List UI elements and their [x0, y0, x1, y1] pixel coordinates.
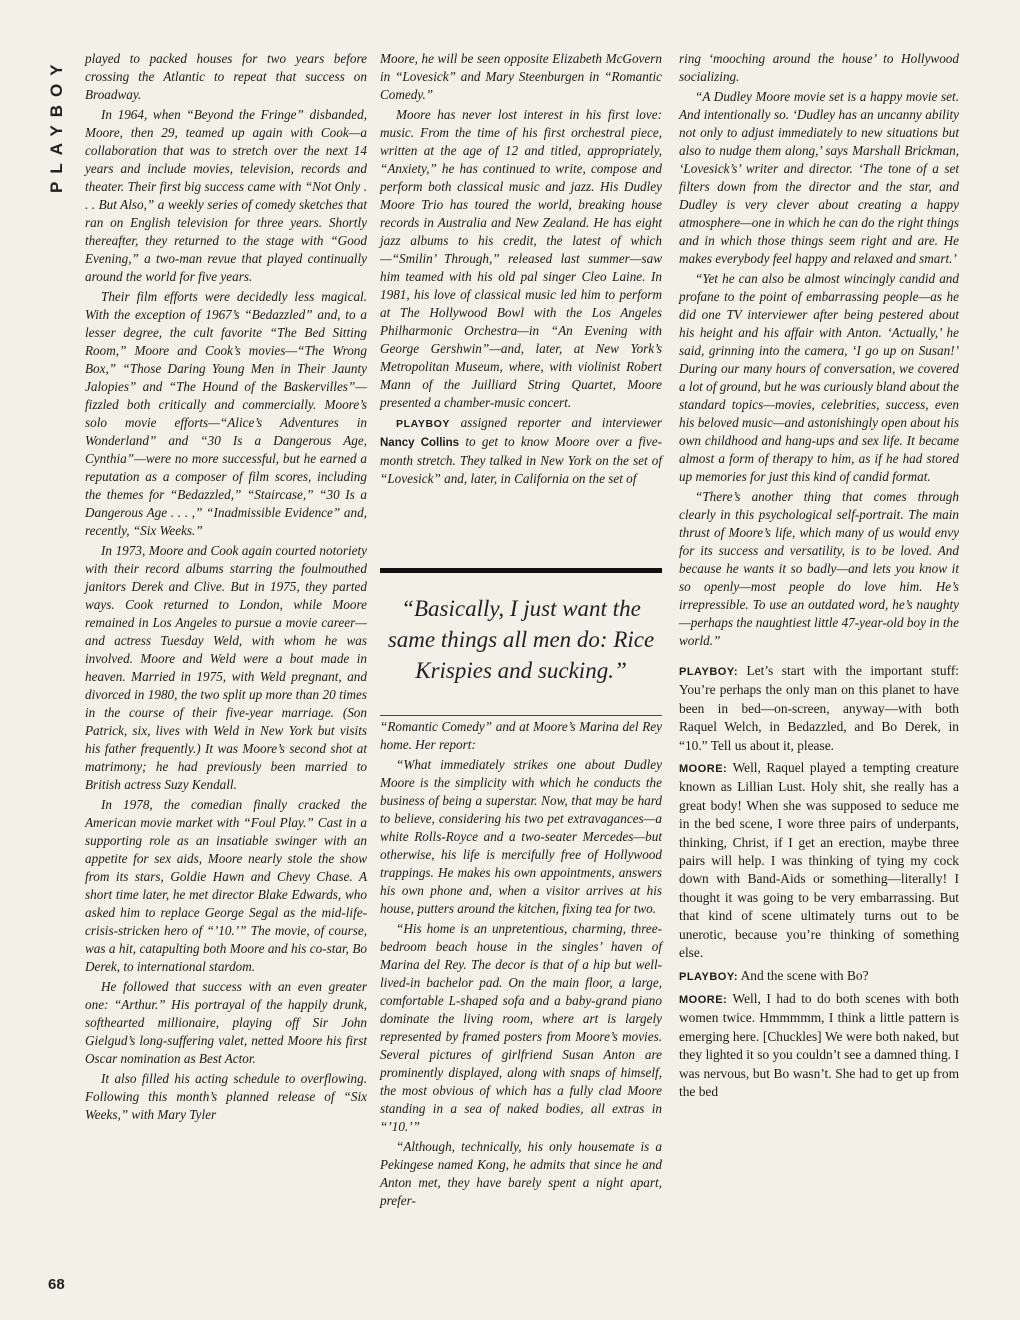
paragraph: Moore, he will be seen opposite Elizabeth McGovern in “Lovesick” and Mary Steenburgen in “Romantic Comedy.” [380, 51, 662, 102]
column-2-top [380, 50, 662, 490]
paragraph: In 1978, the comedian finally cracked the American movie market with “Foul Play.” Cast in a supporting role as an insatiable swinger with an appetite for sex aids, Moore nearly stole the show from its stars, Goldie Hawn and Chevy Chase. A short time later, he met director Blake Edwards, who asked him to replace George Segal as the mid-life-crisis-stricken hero of “’10.’” The movie, of course, was a hit, catapulting both Moore and his co-star, Bo Derek, to international stardom. [85, 797, 367, 974]
page-number: 68 [48, 1276, 65, 1293]
paragraph: “His home is an unpretentious, charming, three-bedroom beach house in the singles’ haven of Marina del Rey. The decor is that of a hip but well-lived-in bachelor pad. On the main floor, a large, comfortable L-shaped sofa and a baby-grand piano dominate the living room, where art is largely represented by framed posters from Moore’s movies. Several pictures of girlfriend Susan Anton are prominently displayed, along with snaps of himself, the most obvious of which has a fully clad Moore standing in a sea of naked bodies, all extras in “’10.’” [380, 921, 662, 1134]
assignment-text: to get to know Moore over a five-month stretch. They talked in New York on the set of “Lovesick” and, later, in California on the set of [380, 434, 662, 486]
magazine-name: PLAYBOY [396, 418, 450, 430]
magazine-masthead: PLAYBOY [47, 56, 66, 194]
paragraph: ring ‘mooching around the house’ to Hollywood socializing. [679, 51, 959, 84]
speaker-label: PLAYBOY: [679, 666, 739, 678]
interview-text: Well, Raquel played a tempting creature known as Lillian Lust. Holy shit, she really has a great body! When she was supposed to seduce me in the bed scene, I wore three pairs of underpants, thinking, Christ, if I get an erection, maybe three pairs will help. I was thinking of tying my cock down with Band-Aids or something—literally! I thought it was going to be very embarrassing. But that kind of scene ultimately turns out to be unerotic, because you’re thinking of something else. [679, 760, 959, 961]
pull-quote: “Basically, I just want the same things all men do: Rice Krispies and sucking.” [387, 596, 655, 683]
paragraph: Their film efforts were decidedly less magical. With the exception of 1967’s “Bedazzled” and, to a lesser degree, the cult favorite “The Bed Sitting Room,” Moore and Cook’s movies—“The Wrong Box,” “Those Daring Young Men in Their Jaunty Jalopies” and “The Hound of the Baskervilles”—fizzled both critically and commercially. Moore’s solo movie efforts—“Alice’s Adventures in Wonderland” and “30 Is a Dangerous Age, Cynthia”—were no more successful, but he earned a reputation as a composer of film scores, including the themes for “Bedazzled,” “Staircase,” “30 Is a Dangerous Age . . . ,” “Inadmissible Evidence” and, recently, “Six Weeks.” [85, 289, 367, 538]
column-3 [679, 50, 959, 1105]
pull-quote-box [380, 568, 662, 716]
column-2-bottom [380, 718, 662, 1212]
paragraph: “Yet he can also be almost wincingly candid and profane to the point of embarrassing people—as he did one TV interviewer after being pestered about his height and his affair with Anton. ‘Actually,’ he said, grinning into the camera, ‘I go up on Susan!’ During our many hours of conversation, we covered a lot of ground, but he was curiously bland about the standard topics—movies, celebrities, success, even his beloved music—and astonishingly open about his own childhood and hang-ups and sex life. It became almost a form of therapy to him, as if he had stored up memories for just this kind of candid format. [679, 271, 959, 484]
interview-text: Let’s start with the important stuff: You’re perhaps the only man on this planet to have been in bed—on-screen, anyway—with both Raquel Welch, in Bedazzled, and Bo Derek, in “10.” Tell us about it, please. [679, 663, 959, 753]
assignment-text: assigned reporter and interviewer [450, 415, 662, 430]
paragraph: In 1973, Moore and Cook again courted notoriety with their record albums starring the foulmouthed janitors Derek and Clive. But in 1975, they parted ways. Cook returned to London, while Moore remained in Los Angeles to pursue a movie career—and actress Tuesday Weld, with whom he was involved. Moore and Weld were a bout made in heaven. Married in 1975, with Weld pregnant, and divorced in 1980, the two split up more than 20 times in the course of their five-year marriage. (Son Patrick, six, lives with Weld in New York but visits his father frequently.) It was Moore’s second shot at matrimony; he had previously been married to British actress Suzy Kendall. [85, 543, 367, 792]
paragraph: “What immediately strikes one about Dudley Moore is the simplicity with which he conducts the business of being a superstar. Now, that may be hard to believe, considering his two pet extravagances—a white Rolls-Royce and a two-seater Mercedes—but otherwise, his life is mercifully free of Hollywood trappings. He makes his own appointments, answers his own phone and, when a visitor arrives at his house, putters around the kitchen, fixing tea for two. [380, 757, 662, 916]
paragraph: “There’s another thing that comes through clearly in this psychological self-portrait. The main thrust of Moore’s life, which many of us would envy for its success and versatility, is to be loved. And because he wants it so badly—and lets you know it so openly—most people do love him. He’s irrepressible. To use an outdated word, he’s naughty—perhaps the naughtiest little 47-year-old boy in the world.” [679, 489, 959, 648]
speaker-label: PLAYBOY: [679, 970, 739, 983]
paragraph: It also filled his acting schedule to overflowing. Following this month’s planned release of “Six Weeks,” with Mary Tyler [85, 1071, 367, 1122]
paragraph: Moore has never lost interest in his first love: music. From the time of his first orchestral piece, written at the age of 12 and titled, appropriately, “Anxiety,” he has continued to write, compose and perform both classical music and jazz. His Dudley Moore Trio has toured the world, breaking house records in Australia and New Zealand. He has eight jazz albums to his credit, the latest of which—“Smilin’ Through,” released last summer—saw him teamed with his old pal singer Cleo Laine. In 1981, his love of classical music led him to perform at The Hollywood Bowl with the Los Angeles Philharmonic Orchestra—in “An Evening with George Gershwin”—and, later, at New York’s Metropolitan Museum, where, with violinist Robert Mann of the Juilliard String Quartet, Moore presented a chamber-music concert. [380, 107, 662, 410]
interview-exchange [679, 759, 959, 962]
paragraph: “Although, technically, his only housemate is a Pekingese named Kong, he admits that since he and Anton met, they have barely spent a night apart, prefer- [380, 1139, 662, 1208]
speaker-label: MOORE: [679, 763, 728, 776]
paragraph: “Romantic Comedy” and at Moore’s Marina del Rey home. Her report: [380, 719, 662, 752]
pull-quote-rule [380, 715, 662, 716]
interview-text: Well, I had to do both scenes with both women twice. Hmmmmm, I think a little pattern is emerging here. [Chuckles] We were both naked, but they lighted it so you couldn’t see a damned thing. I was nervous, but Bo wasn’t. She had to get up from the bed [679, 990, 959, 1099]
assignment-paragraph [380, 414, 662, 488]
interview-exchange [679, 662, 959, 755]
interview-exchange [679, 990, 959, 1101]
column-1 [85, 50, 367, 1126]
speaker-label: MOORE: [679, 993, 728, 1006]
interview-text: And the scene with Bo? [738, 967, 869, 983]
paragraph: played to packed houses for two years before crossing the Atlantic to repeat that success on Broadway. [85, 51, 367, 102]
paragraph: In 1964, when “Beyond the Fringe” disbanded, Moore, then 29, teamed up again with Cook—a collaboration that was to stretch over the next 14 years and include movies, television, records and theater. Their first big success came with “Not Only . . . But Also,” a weekly series of comedy sketches that ran on English television for three years. Shortly thereafter, they returned to the stage with “Good Evening,” a two-man revue that played continually around the world for five years. [85, 107, 367, 284]
paragraph: “A Dudley Moore movie set is a happy movie set. And intentionally so. ‘Dudley has an uncanny ability not only to adjust immediately to new situations but also to nudge them along,’ says Marshall Brickman, ‘Lovesick’s’ writer and director. ‘The tone of a set filters down from the director and the star, and Dudley is very clever about creating a happy atmosphere—one in which he can do the right things and in which those things seem right and are. He makes everybody feel happy and relaxed and smart.’ [679, 89, 959, 266]
paragraph: He followed that success with an even greater one: “Arthur.” His portrayal of the happily drunk, softhearted millionaire, playing off Sir John Gielgud’s long-suffering valet, netted Moore his first Oscar nomination as Best Actor. [85, 979, 367, 1066]
interviewer-name: Nancy Collins [380, 437, 460, 449]
interview-exchange [679, 967, 959, 986]
